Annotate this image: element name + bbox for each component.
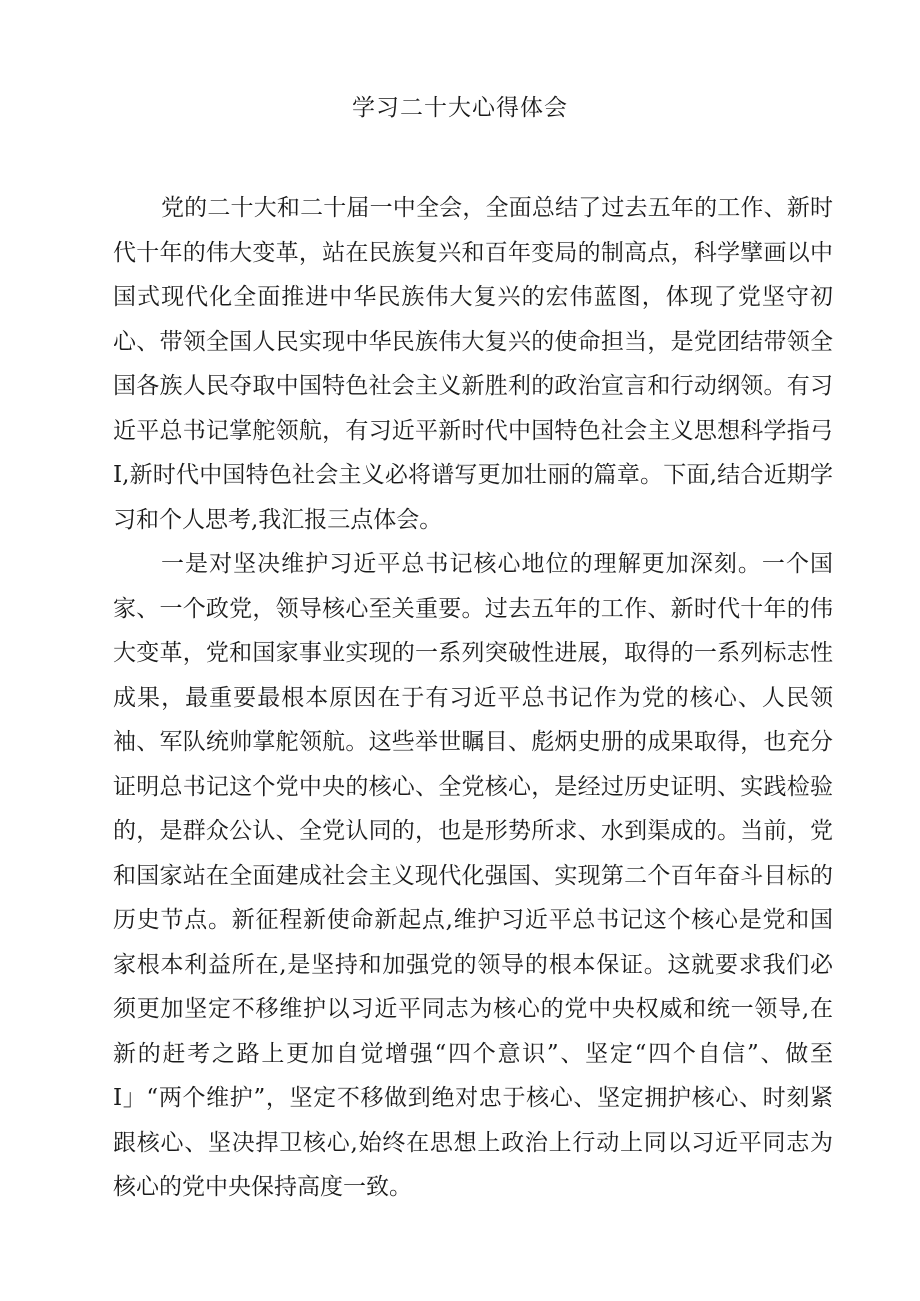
document-title: 学习二十大心得体会 <box>352 95 568 121</box>
paragraph-intro: 党的二十大和二十届一中全会，全面总结了过去五年的工作、新时代十年的伟大变革，站在民族复兴和百年变局的制高点，科学擘画以中国式现代化全面推进中华民族伟大复兴的宏伟蓝图，体现了党坚守初心、带领全国人民实现中华民族伟大复兴的使命担当，是党团结带领全国各族人民夺取中国特色社会主义新胜利的政治宣言和行动纲领。有习近平总书记掌舵领航，有习近平新时代中国特色社会主义思想科学指弓I,新时代中国特色社会主义必将谱写更加壮丽的篇章。下面,结合近期学习和个人思考,我汇报三点体会。 <box>113 195 833 533</box>
paragraph-point-one: 一是对坚决维护习近平总书记核心地位的理解更加深刻。一个国家、一个政党，领导核心至关重要。过去五年的工作、新时代十年的伟大变革，党和国家事业实现的一系列突破性进展，取得的一系列标志性成果，最重要最根本原因在于有习近平总书记作为党的核心、人民领袖、军队统帅掌舵领航。这些举世瞩目、彪炳史册的成果取得，也充分证明总书记这个党中央的核心、全党核心，是经过历史证明、实践检验的，是群众公认、全党认同的，也是形势所求、水到渠成的。当前，党和国家站在全面建成社会主义现代化强国、实现第二个百年奋斗目标的历史节点。新征程新使命新起点,维护习近平总书记这个核心是党和国家根本利益所在,是坚持和加强党的领导的根本保证。这就要求我们必须更加坚定不移维护以习近平同志为核心的党中央权威和统一领导,在新的赶考之路上更加自觉增强“四个意识”、坚定“四个自信”、做至I」“两个维护”，坚定不移做到绝对忠于核心、坚定拥护核心、时刻紧跟核心、坚决捍卫核心,始终在思想上政治上行动上同以习近平同志为核心的党中央保持高度一致。 <box>113 551 833 1200</box>
document-body <box>113 186 833 1210</box>
